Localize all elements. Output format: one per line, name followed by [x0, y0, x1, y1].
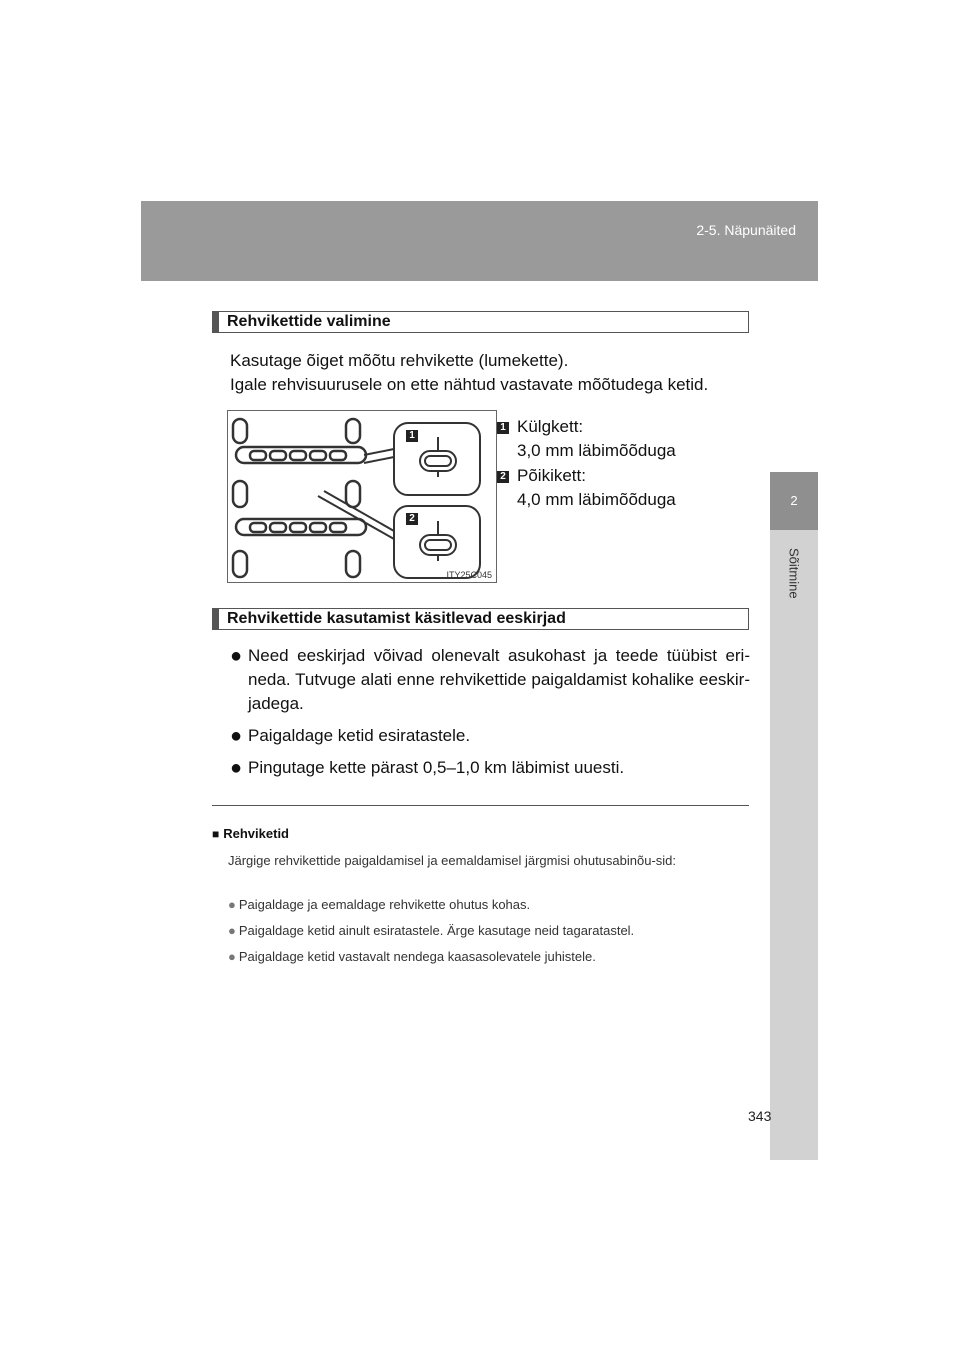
section-heading-chain-rules: Rehvikettide kasutamist käsitlevad eeskirjad: [212, 608, 749, 630]
figure-code: ITY25C045: [446, 570, 492, 580]
list-item: ● Paigaldage ketid esiratastele.: [230, 725, 471, 747]
legend-spec: 3,0 mm läbimõõduga: [517, 441, 676, 460]
chapter-tab-label: Sõitmine: [786, 548, 802, 599]
body-line: Igale rehvisuurusele on ette nähtud vastavate mõõtudega ketid.: [230, 375, 709, 394]
figure-callout-2: 2: [406, 513, 418, 525]
legend-item-side-chain: 1 Külgkett:: [497, 415, 583, 439]
divider: [212, 805, 749, 806]
body-line: Kasutage õiget mõõtu rehvikette (lumekette).: [230, 351, 569, 370]
chapter-tab-number: 2: [770, 472, 818, 530]
note-list-item: ● Paigaldage ketid vastavalt nendega kaasasolevatele juhistele.: [228, 949, 596, 964]
section-title: 2-5. Näpunäited: [696, 222, 796, 238]
header-band: [141, 201, 818, 281]
list-item: ● Pingutage kette pärast 0,5–1,0 km läbimist uuesti.: [230, 757, 625, 779]
note-list-item: ● Paigaldage ketid ainult esiratastele. Ärge kasutage neid tagaratastel.: [228, 923, 635, 938]
tire-chain-illustration: [227, 410, 497, 583]
note-intro: Järgige rehvikettide paigaldamisel ja eemaldamisel järgmisi ohutusabinõu-sid:: [228, 853, 677, 868]
note-list-item: ● Paigaldage ja eemaldage rehvikette ohutus kohas.: [228, 897, 531, 912]
note-title: ■ Rehviketid: [212, 826, 289, 841]
page-number: 343: [748, 1108, 772, 1124]
legend-spec: 4,0 mm läbimõõduga: [517, 490, 676, 509]
legend-item-cross-chain: 2 Põikikett:: [497, 464, 586, 488]
chapter-tab: [770, 530, 818, 1160]
list-item: ● Need eeskirjad võivad olenevalt asukohast ja teede tüübist eri-neda. Tutvuge alati enne rehvikettide paigaldamist kohalike eeskir-jadega.: [230, 645, 750, 713]
section-heading-chain-selection: Rehvikettide valimine: [212, 311, 749, 333]
figure-callout-1: 1: [406, 430, 418, 442]
chain-drawing: [228, 411, 498, 584]
